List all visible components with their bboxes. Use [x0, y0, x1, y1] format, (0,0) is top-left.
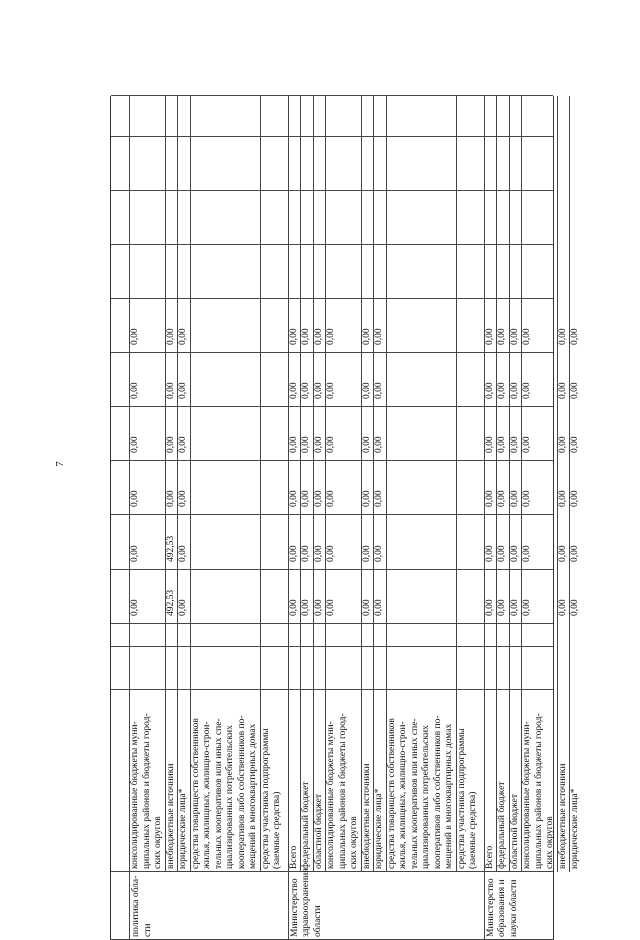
amount-cell: 0,00 — [374, 545, 384, 562]
amount-cell: 0,00 — [484, 545, 495, 562]
amount-cell: 0,00 — [326, 599, 336, 616]
funding-source-line: юридические лица* — [570, 788, 580, 869]
funding-source-line: ских округов — [153, 816, 163, 869]
amount-cell: 0,00 — [301, 545, 311, 562]
amount-cell: 0,00 — [570, 436, 580, 453]
amount-cell: 492,53 — [165, 535, 176, 562]
amount-cell: 0,00 — [178, 436, 188, 453]
funding-source-line: консолидированные бюджеты муни- — [522, 721, 532, 869]
amount-cell: 0,00 — [178, 545, 188, 562]
amount-cell: 0,00 — [497, 599, 507, 616]
funding-source-line: циализированных потребительских — [225, 725, 235, 869]
amount-cell: 0,00 — [484, 382, 495, 399]
amount-cell: 0,00 — [130, 436, 140, 453]
amount-cell: 0,00 — [301, 328, 311, 345]
amount-cell: 0,00 — [130, 328, 140, 345]
amount-cell: 0,00 — [130, 545, 140, 562]
funding-source-line: мещений в многоквартирных домах — [248, 723, 258, 869]
funding-source-line: циализированных потребительских — [421, 725, 431, 869]
amount-cell: 0,00 — [288, 490, 299, 507]
amount-cell: 0,00 — [301, 599, 311, 616]
amount-cell: 0,00 — [361, 382, 372, 399]
amount-cell: 0,00 — [313, 599, 324, 616]
amount-cell: 0,00 — [374, 382, 384, 399]
funding-source-line: средства участника подпрограммы — [456, 728, 467, 869]
amount-cell: 0,00 — [288, 436, 299, 453]
amount-cell: 0,00 — [522, 599, 532, 616]
funding-source-line: Всего — [484, 845, 495, 869]
amount-cell: 0,00 — [522, 328, 532, 345]
amount-cell: 0,00 — [301, 382, 311, 399]
budget-table — [110, 96, 580, 940]
funding-source-line: Всего — [288, 845, 299, 869]
funding-source-line: ципальных районов и бюджеты город- — [141, 713, 152, 869]
amount-cell: 0,00 — [570, 490, 580, 507]
funding-source-line: жилья, жилищных, жилищно-строи- — [202, 721, 212, 869]
rotated-table-container — [110, 40, 580, 940]
amount-cell: 0,00 — [522, 436, 532, 453]
amount-cell: 0,00 — [557, 490, 568, 507]
page-number: 7 — [53, 461, 66, 467]
amount-cell: 0,00 — [313, 545, 324, 562]
amount-cell: 0,00 — [165, 490, 176, 507]
funding-source-line: средства товариществ собственников — [386, 718, 397, 869]
amount-cell: 0,00 — [557, 436, 568, 453]
funding-source-line: кооперативов либо собственников по- — [432, 715, 443, 869]
funding-source-line: средства товариществ собственников — [190, 718, 201, 869]
agency-name-line: здравоохранения — [301, 868, 311, 937]
funding-source-line: ских округов — [349, 816, 359, 869]
agency-name-line: Министерство — [289, 878, 300, 937]
amount-cell: 0,00 — [361, 599, 372, 616]
funding-source-line: тельных кооперативов или иных спе- — [409, 718, 420, 869]
amount-cell: 0,00 — [522, 382, 532, 399]
amount-cell: 0,00 — [374, 328, 384, 345]
funding-source-line: ских округов — [545, 816, 555, 869]
amount-cell: 0,00 — [130, 490, 140, 507]
amount-cell: 0,00 — [313, 490, 324, 507]
agency-name-line: сти — [142, 923, 153, 937]
amount-cell: 0,00 — [374, 436, 384, 453]
amount-cell: 0,00 — [497, 490, 507, 507]
amount-cell: 0,00 — [288, 328, 299, 345]
amount-cell: 0,00 — [326, 545, 336, 562]
amount-cell: 0,00 — [557, 382, 568, 399]
amount-cell: 0,00 — [522, 545, 532, 562]
amount-cell: 0,00 — [178, 328, 188, 345]
amount-cell: 0,00 — [497, 328, 507, 345]
amount-cell: 0,00 — [509, 436, 520, 453]
amount-cell: 0,00 — [509, 382, 520, 399]
amount-cell: 0,00 — [326, 490, 336, 507]
amount-cell: 0,00 — [165, 436, 176, 453]
amount-cell: 0,00 — [313, 382, 324, 399]
amount-cell: 0,00 — [288, 599, 299, 616]
funding-source-line: жилья, жилищных, жилищно-строи- — [398, 721, 408, 869]
amount-cell: 0,00 — [570, 599, 580, 616]
amount-cell: 0,00 — [374, 490, 384, 507]
funding-source-line: внебюджетные источники — [361, 763, 372, 869]
agency-name-line: политика обла- — [131, 875, 141, 937]
amount-cell: 0,00 — [288, 545, 299, 562]
funding-source-line: областной бюджет — [313, 793, 324, 869]
amount-cell: 0,00 — [374, 599, 384, 616]
amount-cell: 0,00 — [557, 328, 568, 345]
amount-cell: 0,00 — [361, 490, 372, 507]
amount-cell: 0,00 — [484, 490, 495, 507]
amount-cell: 0,00 — [301, 436, 311, 453]
amount-cell: 0,00 — [497, 382, 507, 399]
amount-cell: 0,00 — [509, 545, 520, 562]
amount-cell: 0,00 — [570, 545, 580, 562]
funding-source-line: юридические лица* — [178, 788, 188, 869]
funding-source-line: ципальных районов и бюджеты город- — [337, 713, 348, 869]
amount-cell: 0,00 — [361, 436, 372, 453]
amount-cell: 0,00 — [326, 436, 336, 453]
amount-cell: 0,00 — [326, 328, 336, 345]
amount-cell: 0,00 — [326, 382, 336, 399]
funding-source-line: средства участника подпрограммы — [260, 728, 271, 869]
amount-cell: 0,00 — [497, 545, 507, 562]
amount-cell: 0,00 — [509, 599, 520, 616]
amount-cell: 0,00 — [130, 599, 140, 616]
amount-cell: 0,00 — [165, 328, 176, 345]
funding-source-line: ципальных районов и бюджеты город- — [533, 713, 544, 869]
agency-name-line: Министерство — [485, 878, 496, 937]
agency-name-line: образования и — [497, 879, 507, 937]
amount-cell: 0,00 — [570, 328, 580, 345]
funding-source-line: (заемные средства) — [272, 791, 282, 869]
funding-source-line: федеральный бюджет — [301, 781, 311, 869]
amount-cell: 0,00 — [313, 436, 324, 453]
amount-cell: 0,00 — [301, 490, 311, 507]
amount-cell: 0,00 — [130, 382, 140, 399]
funding-source-line: консолидированные бюджеты муни- — [326, 721, 336, 869]
funding-source-line: (заемные средства) — [468, 791, 478, 869]
amount-cell: 0,00 — [178, 382, 188, 399]
amount-cell: 0,00 — [557, 545, 568, 562]
amount-cell: 0,00 — [484, 599, 495, 616]
amount-cell: 0,00 — [178, 599, 188, 616]
amount-cell: 0,00 — [570, 382, 580, 399]
amount-cell: 0,00 — [509, 490, 520, 507]
amount-cell: 0,00 — [509, 328, 520, 345]
amount-cell: 0,00 — [484, 328, 495, 345]
funding-source-line: областной бюджет — [509, 793, 520, 869]
amount-cell: 0,00 — [165, 382, 176, 399]
amount-cell: 492,53 — [165, 589, 176, 616]
funding-source-line: внебюджетные источники — [557, 763, 568, 869]
agency-name-line: науки области — [508, 879, 519, 937]
funding-source-line: юридические лица* — [374, 788, 384, 869]
amount-cell: 0,00 — [361, 545, 372, 562]
amount-cell: 0,00 — [557, 599, 568, 616]
amount-cell: 0,00 — [288, 382, 299, 399]
amount-cell: 0,00 — [178, 490, 188, 507]
funding-source-line: федеральный бюджет — [497, 781, 507, 869]
funding-source-line: тельных кооперативов или иных спе- — [213, 718, 224, 869]
amount-cell: 0,00 — [361, 328, 372, 345]
amount-cell: 0,00 — [313, 328, 324, 345]
amount-cell: 0,00 — [522, 490, 532, 507]
funding-source-line: мещений в многоквартирных домах — [444, 723, 454, 869]
agency-name-line: области — [312, 905, 323, 937]
amount-cell: 0,00 — [484, 436, 495, 453]
funding-source-line: консолидированные бюджеты муни- — [130, 721, 140, 869]
funding-source-line: внебюджетные источники — [165, 763, 176, 869]
amount-cell: 0,00 — [497, 436, 507, 453]
funding-source-line: кооперативов либо собственников по- — [236, 715, 247, 869]
